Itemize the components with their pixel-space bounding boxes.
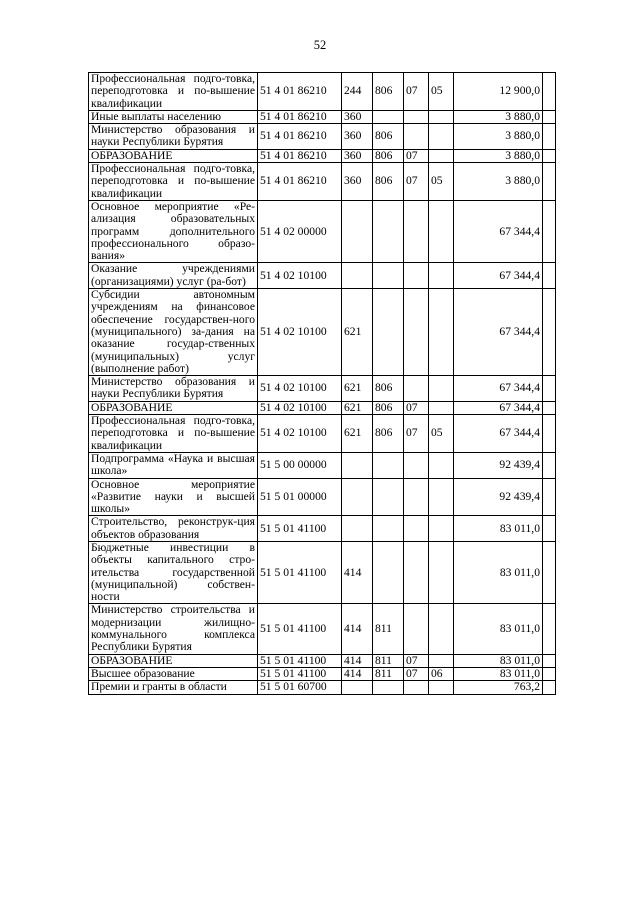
expense-type-cell: 621 xyxy=(342,289,373,376)
target-article-cell: 51 5 01 00000 xyxy=(258,478,342,516)
target-article-cell: 51 4 01 86210 xyxy=(258,163,342,201)
amount-cell: 83 011,0 xyxy=(454,654,543,667)
blank-cell xyxy=(543,289,556,376)
expense-type-cell xyxy=(342,478,373,516)
section-cell xyxy=(404,604,429,654)
row-name-cell: Премии и гранты в области xyxy=(89,681,258,694)
blank-cell xyxy=(543,516,556,542)
row-name-cell: Министерство образования и науки Республики Бурятия xyxy=(89,376,258,402)
target-article-cell: 51 5 01 41100 xyxy=(258,667,342,680)
subsection-cell: 05 xyxy=(429,73,454,111)
subsection-cell xyxy=(429,516,454,542)
amount-cell: 3 880,0 xyxy=(454,149,543,162)
amount-cell: 67 344,4 xyxy=(454,401,543,414)
row-name-cell: Оказание учреждениями (организациями) услуг (ра-бот) xyxy=(89,263,258,289)
expense-type-cell: 414 xyxy=(342,604,373,654)
ministry-code-cell xyxy=(373,541,404,603)
amount-cell: 67 344,4 xyxy=(454,415,543,453)
row-name-cell: ОБРАЗОВАНИЕ xyxy=(89,149,258,162)
expense-type-cell: 244 xyxy=(342,73,373,111)
section-cell: 07 xyxy=(404,149,429,162)
budget-table xyxy=(88,72,556,695)
target-article-cell: 51 5 01 41100 xyxy=(258,654,342,667)
target-article-cell: 51 4 02 10100 xyxy=(258,401,342,414)
section-cell: 07 xyxy=(404,415,429,453)
table-row xyxy=(89,376,556,402)
subsection-cell: 05 xyxy=(429,415,454,453)
blank-cell xyxy=(543,654,556,667)
amount-cell: 83 011,0 xyxy=(454,516,543,542)
target-article-cell: 51 5 00 00000 xyxy=(258,452,342,478)
blank-cell xyxy=(543,110,556,123)
ministry-code-cell: 811 xyxy=(373,667,404,680)
table-row xyxy=(89,415,556,453)
row-name-cell: Бюджетные инвестиции в объекты капитального стро-ительства государственной (муниципальной) собствен-ности xyxy=(89,541,258,603)
blank-cell xyxy=(543,263,556,289)
amount-cell: 3 880,0 xyxy=(454,163,543,201)
row-name-cell: Субсидии автономным учреждениям на финансовое обеспечение государствен-ного (муниципального) за-дания на оказание государ-ственных (муниципальных) услуг (выполнение работ) xyxy=(89,289,258,376)
row-name-cell: Строительство, реконструк-ция объектов образования xyxy=(89,516,258,542)
subsection-cell xyxy=(429,263,454,289)
row-name-cell: Профессиональная подго-товка, переподготовка и по-вышение квалификации xyxy=(89,73,258,111)
table-row xyxy=(89,124,556,150)
amount-cell: 83 011,0 xyxy=(454,667,543,680)
ministry-code-cell xyxy=(373,110,404,123)
blank-cell xyxy=(543,124,556,150)
ministry-code-cell xyxy=(373,681,404,694)
table-row xyxy=(89,452,556,478)
amount-cell: 92 439,4 xyxy=(454,452,543,478)
blank-cell xyxy=(543,541,556,603)
blank-cell xyxy=(543,415,556,453)
table-row xyxy=(89,604,556,654)
target-article-cell: 51 4 02 10100 xyxy=(258,376,342,402)
section-cell xyxy=(404,376,429,402)
ministry-code-cell: 806 xyxy=(373,163,404,201)
row-name-cell: Высшее образование xyxy=(89,667,258,680)
table-row xyxy=(89,667,556,680)
target-article-cell: 51 4 02 00000 xyxy=(258,200,342,262)
blank-cell xyxy=(543,73,556,111)
expense-type-cell xyxy=(342,516,373,542)
ministry-code-cell: 806 xyxy=(373,401,404,414)
table-row xyxy=(89,289,556,376)
subsection-cell xyxy=(429,681,454,694)
subsection-cell xyxy=(429,478,454,516)
blank-cell xyxy=(543,604,556,654)
ministry-code-cell xyxy=(373,452,404,478)
subsection-cell xyxy=(429,654,454,667)
expense-type-cell xyxy=(342,681,373,694)
section-cell xyxy=(404,452,429,478)
ministry-code-cell xyxy=(373,200,404,262)
section-cell xyxy=(404,541,429,603)
amount-cell: 3 880,0 xyxy=(454,110,543,123)
section-cell xyxy=(404,289,429,376)
table-row xyxy=(89,681,556,694)
section-cell xyxy=(404,516,429,542)
expense-type-cell: 360 xyxy=(342,163,373,201)
section-cell xyxy=(404,478,429,516)
expense-type-cell: 414 xyxy=(342,654,373,667)
row-name-cell: ОБРАЗОВАНИЕ xyxy=(89,401,258,414)
row-name-cell: Основное мероприятие «Ре-ализация образовательных программ дополнительного профессионального образо-вания» xyxy=(89,200,258,262)
subsection-cell xyxy=(429,110,454,123)
ministry-code-cell xyxy=(373,516,404,542)
blank-cell xyxy=(543,163,556,201)
row-name-cell: Министерство строительства и модернизации жилищно-коммунального комплекса Республики Бурятия xyxy=(89,604,258,654)
row-name-cell: Подпрограмма «Наука и высшая школа» xyxy=(89,452,258,478)
target-article-cell: 51 4 01 86210 xyxy=(258,110,342,123)
row-name-cell: Профессиональная подго-товка, переподготовка и по-вышение квалификации xyxy=(89,163,258,201)
table-row xyxy=(89,110,556,123)
subsection-cell xyxy=(429,401,454,414)
subsection-cell xyxy=(429,149,454,162)
blank-cell xyxy=(543,376,556,402)
section-cell xyxy=(404,200,429,262)
subsection-cell xyxy=(429,604,454,654)
amount-cell: 3 880,0 xyxy=(454,124,543,150)
target-article-cell: 51 4 01 86210 xyxy=(258,149,342,162)
blank-cell xyxy=(543,200,556,262)
amount-cell: 67 344,4 xyxy=(454,263,543,289)
amount-cell: 83 011,0 xyxy=(454,541,543,603)
table-row xyxy=(89,654,556,667)
amount-cell: 763,2 xyxy=(454,681,543,694)
section-cell xyxy=(404,124,429,150)
blank-cell xyxy=(543,478,556,516)
table-row xyxy=(89,541,556,603)
expense-type-cell: 621 xyxy=(342,401,373,414)
table-row xyxy=(89,401,556,414)
expense-type-cell xyxy=(342,263,373,289)
section-cell: 07 xyxy=(404,401,429,414)
page-number: 52 xyxy=(313,38,327,52)
table-row xyxy=(89,163,556,201)
expense-type-cell: 360 xyxy=(342,110,373,123)
subsection-cell xyxy=(429,289,454,376)
expense-type-cell xyxy=(342,452,373,478)
table-row xyxy=(89,149,556,162)
row-name-cell: ОБРАЗОВАНИЕ xyxy=(89,654,258,667)
row-name-cell: Профессиональная подго-товка, переподготовка и по-вышение квалификации xyxy=(89,415,258,453)
amount-cell: 67 344,4 xyxy=(454,200,543,262)
expense-type-cell: 360 xyxy=(342,149,373,162)
ministry-code-cell: 811 xyxy=(373,604,404,654)
row-name-cell: Министерство образования и науки Республики Бурятия xyxy=(89,124,258,150)
target-article-cell: 51 5 01 41100 xyxy=(258,541,342,603)
section-cell: 07 xyxy=(404,654,429,667)
expense-type-cell: 621 xyxy=(342,415,373,453)
blank-cell xyxy=(543,149,556,162)
section-cell xyxy=(404,110,429,123)
blank-cell xyxy=(543,667,556,680)
amount-cell: 67 344,4 xyxy=(454,289,543,376)
table-row xyxy=(89,73,556,111)
ministry-code-cell xyxy=(373,289,404,376)
subsection-cell: 06 xyxy=(429,667,454,680)
ministry-code-cell xyxy=(373,478,404,516)
expense-type-cell: 414 xyxy=(342,667,373,680)
amount-cell: 83 011,0 xyxy=(454,604,543,654)
row-name-cell: Иные выплаты населению xyxy=(89,110,258,123)
ministry-code-cell: 806 xyxy=(373,124,404,150)
target-article-cell: 51 4 02 10100 xyxy=(258,415,342,453)
ministry-code-cell xyxy=(373,263,404,289)
section-cell: 07 xyxy=(404,73,429,111)
blank-cell xyxy=(543,401,556,414)
blank-cell xyxy=(543,681,556,694)
ministry-code-cell: 806 xyxy=(373,415,404,453)
subsection-cell xyxy=(429,376,454,402)
expense-type-cell xyxy=(342,200,373,262)
section-cell: 07 xyxy=(404,163,429,201)
table-row xyxy=(89,478,556,516)
table-row xyxy=(89,263,556,289)
target-article-cell: 51 4 02 10100 xyxy=(258,263,342,289)
target-article-cell: 51 5 01 41100 xyxy=(258,604,342,654)
amount-cell: 67 344,4 xyxy=(454,376,543,402)
row-name-cell: Основное мероприятие «Развитие науки и высшей школы» xyxy=(89,478,258,516)
target-article-cell: 51 4 01 86210 xyxy=(258,124,342,150)
blank-cell xyxy=(543,452,556,478)
section-cell: 07 xyxy=(404,667,429,680)
expense-type-cell: 621 xyxy=(342,376,373,402)
target-article-cell: 51 4 01 86210 xyxy=(258,73,342,111)
section-cell xyxy=(404,681,429,694)
target-article-cell: 51 4 02 10100 xyxy=(258,289,342,376)
ministry-code-cell: 806 xyxy=(373,73,404,111)
table-row xyxy=(89,200,556,262)
subsection-cell xyxy=(429,452,454,478)
expense-type-cell: 414 xyxy=(342,541,373,603)
section-cell xyxy=(404,263,429,289)
ministry-code-cell: 806 xyxy=(373,376,404,402)
subsection-cell: 05 xyxy=(429,163,454,201)
target-article-cell: 51 5 01 41100 xyxy=(258,516,342,542)
expense-type-cell: 360 xyxy=(342,124,373,150)
subsection-cell xyxy=(429,200,454,262)
amount-cell: 12 900,0 xyxy=(454,73,543,111)
subsection-cell xyxy=(429,124,454,150)
amount-cell: 92 439,4 xyxy=(454,478,543,516)
table-row xyxy=(89,516,556,542)
subsection-cell xyxy=(429,541,454,603)
ministry-code-cell: 806 xyxy=(373,149,404,162)
ministry-code-cell: 811 xyxy=(373,654,404,667)
target-article-cell: 51 5 01 60700 xyxy=(258,681,342,694)
